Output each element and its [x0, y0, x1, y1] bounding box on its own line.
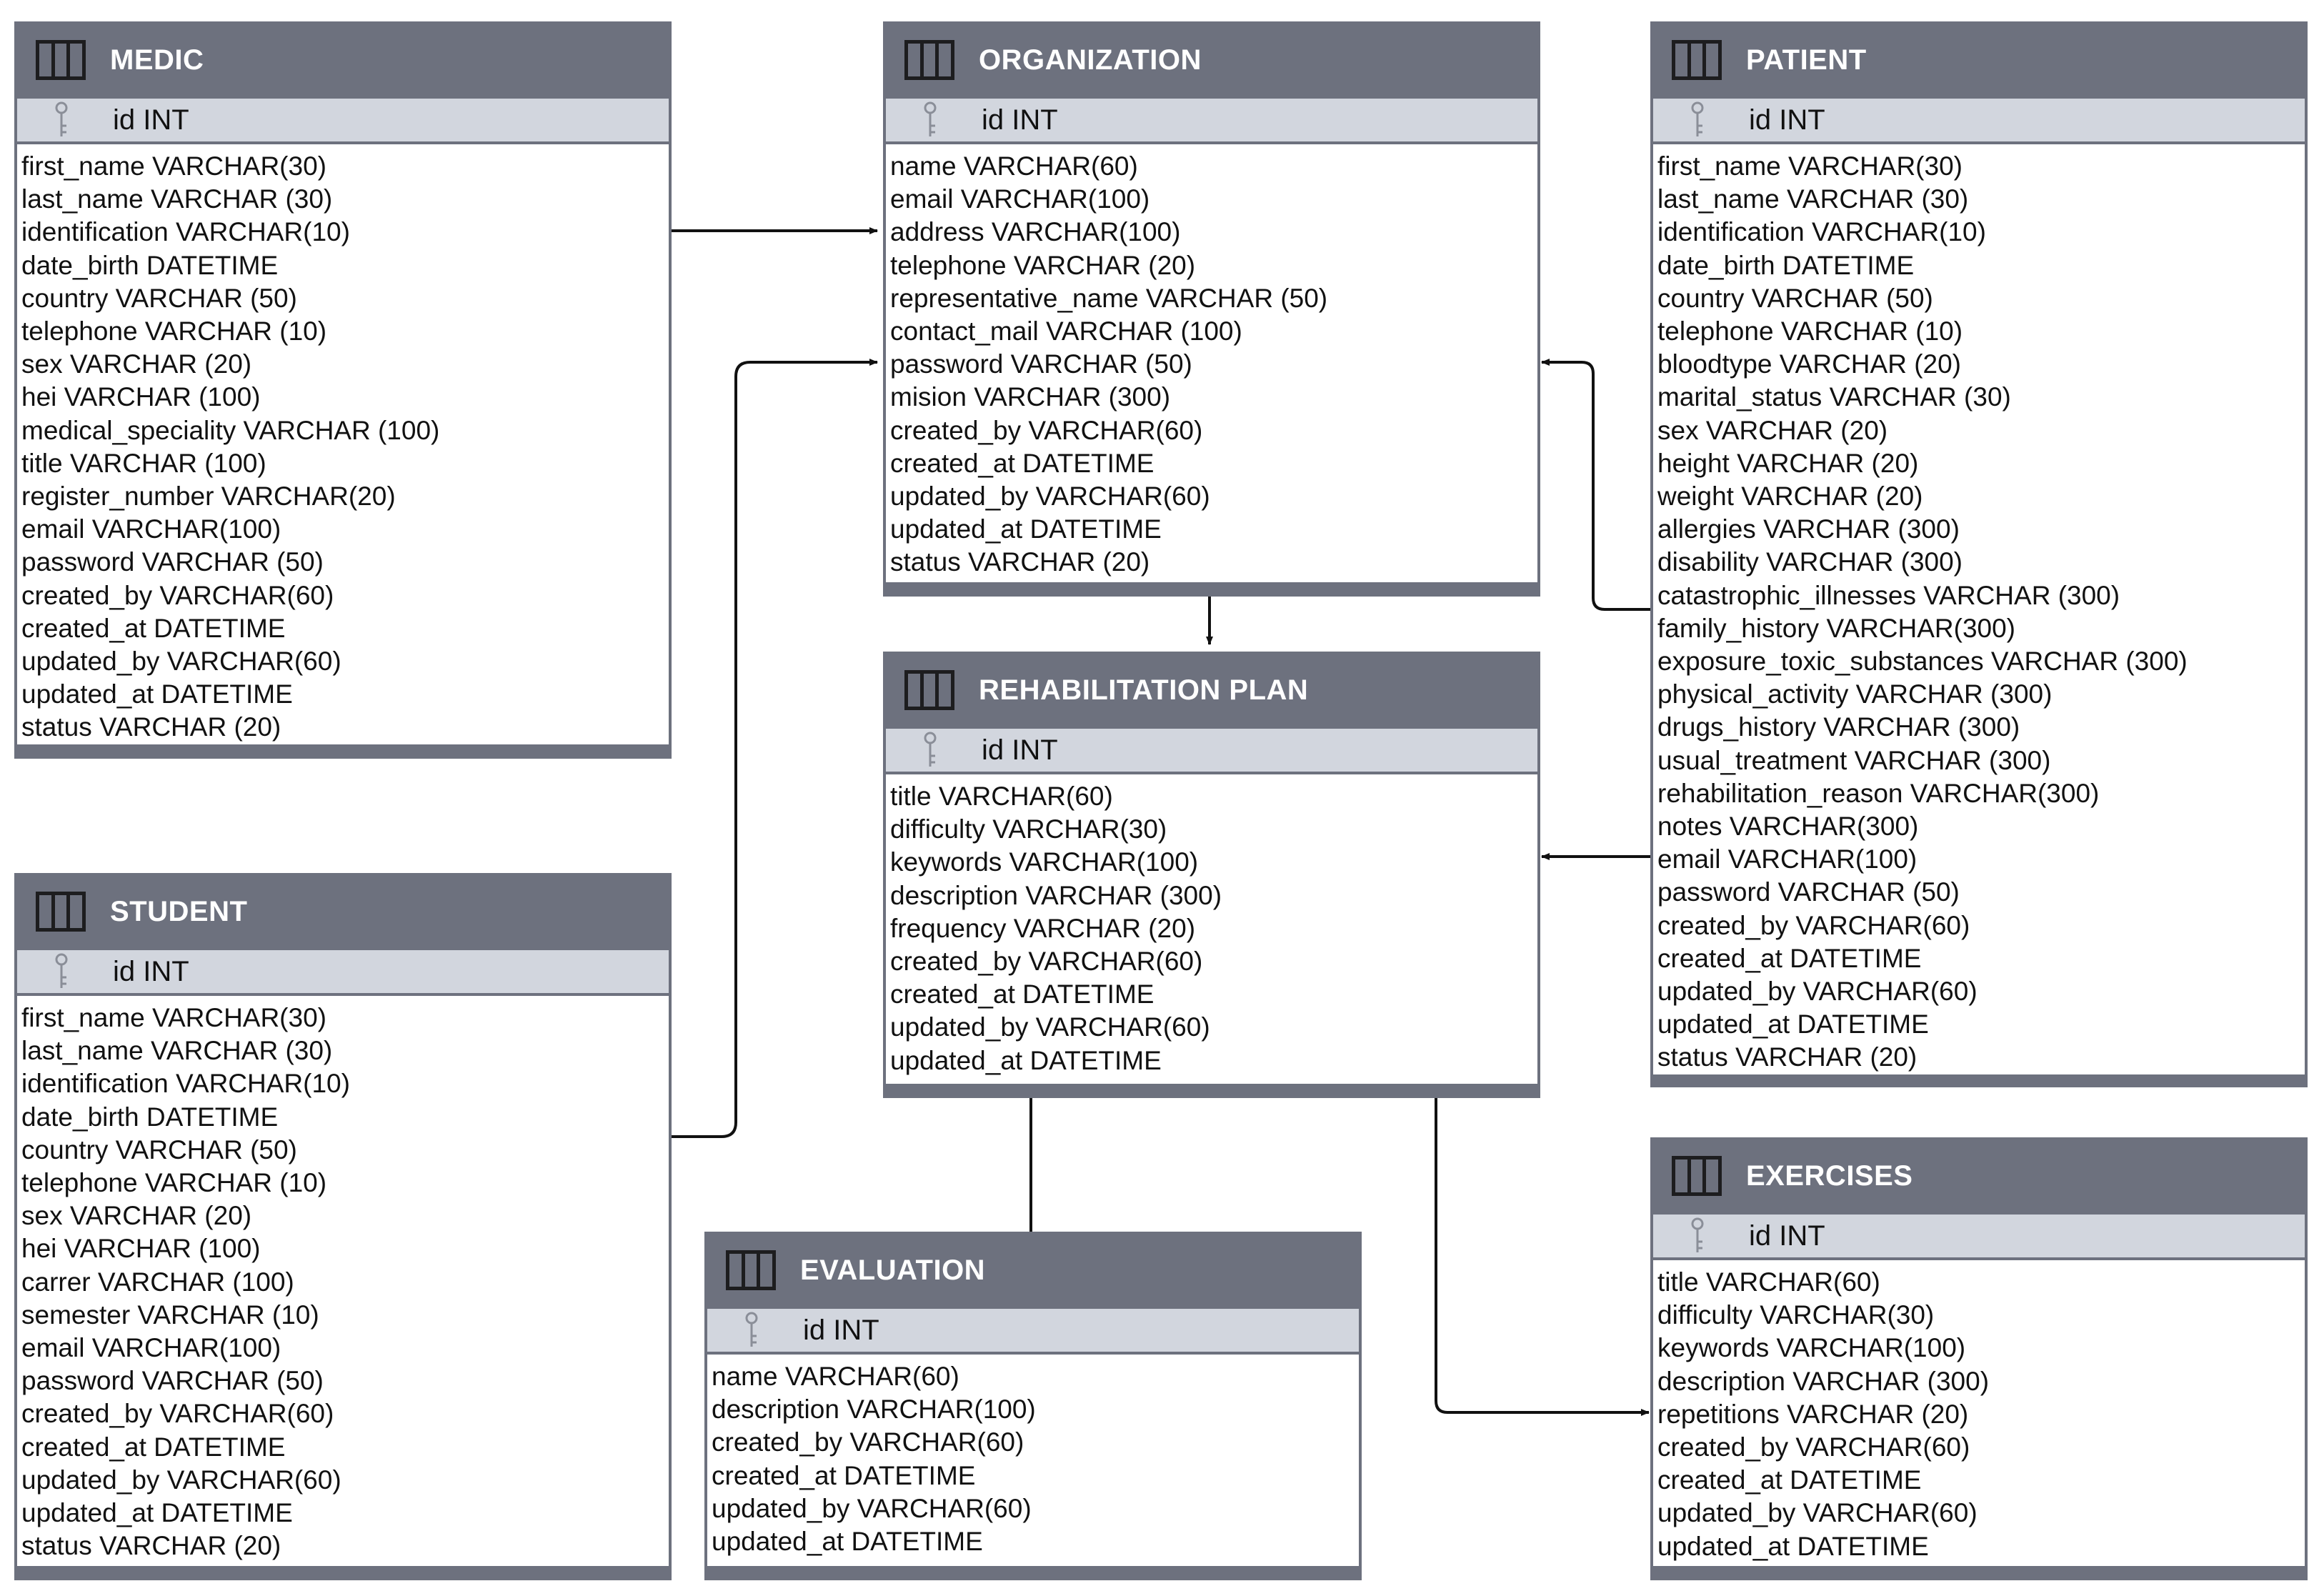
field-row: country VARCHAR (50) — [21, 283, 297, 313]
field-row: hei VARCHAR (100) — [21, 1234, 261, 1264]
field-row: bloodtype VARCHAR (20) — [1657, 349, 1961, 379]
field-row: last_name VARCHAR (30) — [21, 1036, 333, 1066]
entity-header — [707, 1235, 1359, 1306]
field-row: rehabilitation_reason VARCHAR(300) — [1657, 778, 2100, 808]
field-row: status VARCHAR (20) — [21, 1531, 281, 1561]
key-icon — [53, 953, 70, 990]
entity-student[interactable] — [14, 873, 672, 1580]
field-row: date_birth DATETIME — [1657, 250, 1915, 280]
field-row: email VARCHAR(100) — [21, 1333, 281, 1363]
key-icon — [743, 1312, 760, 1349]
entity-footer — [17, 744, 669, 756]
table-grid-icon — [904, 670, 954, 710]
field-list — [17, 144, 669, 744]
entity-title: REHABILITATION PLAN — [979, 674, 1309, 706]
field-row: updated_at DATETIME — [1657, 1009, 1929, 1039]
field-row: updated_at DATETIME — [21, 1498, 293, 1528]
field-row: carrer VARCHAR (100) — [21, 1267, 294, 1297]
primary-key-row — [17, 96, 669, 144]
field-row: created_at DATETIME — [890, 448, 1154, 478]
field-row: representative_name VARCHAR (50) — [890, 283, 1328, 313]
field-row: marital_status VARCHAR (30) — [1657, 382, 2011, 412]
field-row: updated_at DATETIME — [712, 1527, 983, 1557]
field-row: height VARCHAR (20) — [1657, 448, 1919, 478]
entity-title: ORGANIZATION — [979, 44, 1202, 76]
field-row: status VARCHAR (20) — [21, 712, 281, 742]
field-row: telephone VARCHAR (10) — [21, 1168, 327, 1198]
field-row: sex VARCHAR (20) — [21, 349, 252, 379]
primary-key-label: id INT — [1749, 1220, 1825, 1252]
primary-key-label: id INT — [982, 104, 1058, 136]
entity-header — [17, 24, 669, 96]
field-row: created_by VARCHAR(60) — [1657, 910, 1970, 940]
table-grid-icon — [36, 40, 86, 80]
field-row: description VARCHAR (300) — [1657, 1366, 1990, 1396]
field-row: name VARCHAR(60) — [890, 151, 1138, 181]
primary-key-row — [886, 726, 1537, 774]
field-row: contact_mail VARCHAR (100) — [890, 316, 1242, 346]
primary-key-row — [1653, 1212, 2305, 1260]
field-row: status VARCHAR (20) — [890, 547, 1150, 577]
field-row: repetitions VARCHAR (20) — [1657, 1399, 1969, 1429]
relationship-student-organization — [672, 362, 877, 1137]
key-icon — [1689, 101, 1706, 139]
field-row: catastrophic_illnesses VARCHAR (300) — [1657, 580, 2120, 610]
entity-title: STUDENT — [110, 895, 248, 927]
table-grid-icon — [36, 892, 86, 932]
field-list — [1653, 1260, 2305, 1566]
field-row: allergies VARCHAR (300) — [1657, 514, 1960, 544]
field-row: created_at DATETIME — [21, 1432, 286, 1462]
field-row: password VARCHAR (50) — [21, 1366, 324, 1396]
field-row: telephone VARCHAR (20) — [890, 250, 1196, 280]
field-row: created_at DATETIME — [1657, 943, 1922, 973]
field-row: description VARCHAR(100) — [712, 1395, 1036, 1425]
field-row: first_name VARCHAR(30) — [21, 1003, 326, 1032]
field-row: sex VARCHAR (20) — [21, 1201, 252, 1231]
primary-key-row — [1653, 96, 2305, 144]
primary-key-row — [17, 947, 669, 996]
field-row: mision VARCHAR (300) — [890, 382, 1171, 412]
field-list — [707, 1355, 1359, 1566]
field-row: exposure_toxic_substances VARCHAR (300) — [1657, 647, 2188, 677]
field-row: family_history VARCHAR(300) — [1657, 613, 2015, 643]
field-row: created_by VARCHAR(60) — [890, 947, 1203, 977]
field-row: disability VARCHAR (300) — [1657, 547, 1963, 577]
field-row: created_by VARCHAR(60) — [890, 415, 1203, 445]
field-row: weight VARCHAR (20) — [1657, 482, 1923, 512]
field-row: address VARCHAR(100) — [890, 217, 1181, 247]
field-row: description VARCHAR (300) — [890, 880, 1222, 910]
field-row: created_by VARCHAR(60) — [21, 580, 334, 610]
field-row: created_by VARCHAR(60) — [21, 1399, 334, 1429]
key-icon — [922, 101, 939, 139]
field-row: created_at DATETIME — [712, 1460, 976, 1490]
field-row: created_at DATETIME — [1657, 1465, 1922, 1495]
key-icon — [922, 732, 939, 769]
entity-header — [1653, 1140, 2305, 1212]
entity-footer — [1653, 1074, 2305, 1086]
field-list — [886, 144, 1537, 582]
field-row: telephone VARCHAR (10) — [21, 316, 327, 346]
field-row: drugs_history VARCHAR (300) — [1657, 712, 2020, 742]
key-icon — [1689, 1217, 1706, 1255]
field-row: updated_at DATETIME — [1657, 1531, 1929, 1561]
field-list — [17, 996, 669, 1566]
field-row: medical_speciality VARCHAR (100) — [21, 415, 440, 445]
field-row: keywords VARCHAR(100) — [1657, 1333, 1966, 1363]
primary-key-row — [886, 96, 1537, 144]
entity-footer — [17, 1566, 669, 1577]
field-row: email VARCHAR(100) — [890, 184, 1150, 214]
field-row: updated_by VARCHAR(60) — [1657, 1498, 1978, 1528]
entity-rehabilitation-plan[interactable] — [883, 652, 1540, 1098]
entity-footer — [707, 1566, 1359, 1577]
field-row: country VARCHAR (50) — [1657, 283, 1933, 313]
field-row: frequency VARCHAR (20) — [890, 913, 1196, 943]
field-row: last_name VARCHAR (30) — [21, 184, 333, 214]
primary-key-label: id INT — [113, 955, 189, 987]
field-row: telephone VARCHAR (10) — [1657, 316, 1963, 346]
entity-header — [17, 876, 669, 947]
field-row: password VARCHAR (50) — [21, 547, 324, 577]
field-row: created_at DATETIME — [21, 613, 286, 643]
field-row: identification VARCHAR(10) — [21, 217, 350, 247]
field-row: email VARCHAR(100) — [1657, 844, 1917, 874]
field-row: notes VARCHAR(300) — [1657, 812, 1919, 842]
field-list — [1653, 144, 2305, 1074]
table-grid-icon — [726, 1250, 776, 1290]
entity-organization[interactable] — [883, 21, 1540, 597]
entity-footer — [886, 582, 1537, 594]
entity-title: EVALUATION — [800, 1254, 986, 1286]
field-row: title VARCHAR (100) — [21, 448, 266, 478]
primary-key-label: id INT — [113, 104, 189, 136]
primary-key-row — [707, 1306, 1359, 1355]
field-row: email VARCHAR(100) — [21, 514, 281, 544]
relationship-patient-organization — [1542, 362, 1650, 609]
entity-header — [886, 654, 1537, 726]
entity-title: PATIENT — [1746, 44, 1867, 76]
field-row: register_number VARCHAR(20) — [21, 482, 396, 512]
field-row: first_name VARCHAR(30) — [21, 151, 326, 181]
field-list — [886, 774, 1537, 1084]
field-row: updated_at DATETIME — [890, 1045, 1162, 1075]
entity-exercises[interactable] — [1650, 1137, 2308, 1580]
primary-key-label: id INT — [1749, 104, 1825, 136]
entity-footer — [1653, 1566, 2305, 1577]
field-row: identification VARCHAR(10) — [21, 1069, 350, 1099]
field-row: status VARCHAR (20) — [1657, 1042, 1917, 1072]
field-row: title VARCHAR(60) — [890, 782, 1113, 811]
field-row: difficulty VARCHAR(30) — [1657, 1300, 1935, 1330]
field-row: created_by VARCHAR(60) — [1657, 1432, 1970, 1462]
field-row: first_name VARCHAR(30) — [1657, 151, 1963, 181]
table-grid-icon — [1672, 40, 1722, 80]
entity-footer — [886, 1084, 1537, 1095]
field-row: updated_at DATETIME — [21, 679, 293, 709]
table-grid-icon — [1672, 1156, 1722, 1196]
field-row: updated_by VARCHAR(60) — [21, 647, 341, 677]
field-row: name VARCHAR(60) — [712, 1362, 959, 1391]
entity-medic[interactable] — [14, 21, 672, 759]
relationship-rehabilitation-plan-exercises — [1436, 1083, 1649, 1412]
field-row: hei VARCHAR (100) — [21, 382, 261, 412]
entity-patient[interactable] — [1650, 21, 2308, 1087]
field-row: physical_activity VARCHAR (300) — [1657, 679, 2053, 709]
table-grid-icon — [904, 40, 954, 80]
field-row: password VARCHAR (50) — [1657, 877, 1960, 907]
field-row: identification VARCHAR(10) — [1657, 217, 1986, 247]
field-row: semester VARCHAR (10) — [21, 1300, 319, 1330]
field-row: country VARCHAR (50) — [21, 1134, 297, 1164]
entity-header — [886, 24, 1537, 96]
field-row: sex VARCHAR (20) — [1657, 415, 1888, 445]
field-row: usual_treatment VARCHAR (300) — [1657, 745, 2051, 775]
field-row: updated_at DATETIME — [890, 514, 1162, 544]
field-row: last_name VARCHAR (30) — [1657, 184, 1969, 214]
field-row: created_at DATETIME — [890, 979, 1154, 1009]
entity-title: EXERCISES — [1746, 1159, 1913, 1192]
field-row: updated_by VARCHAR(60) — [21, 1465, 341, 1495]
field-row: updated_by VARCHAR(60) — [712, 1493, 1032, 1523]
entity-header — [1653, 24, 2305, 96]
key-icon — [53, 101, 70, 139]
field-row: updated_by VARCHAR(60) — [1657, 977, 1978, 1007]
entity-evaluation[interactable] — [704, 1232, 1362, 1580]
field-row: password VARCHAR (50) — [890, 349, 1192, 379]
field-row: updated_by VARCHAR(60) — [890, 1012, 1210, 1042]
field-row: created_by VARCHAR(60) — [712, 1427, 1024, 1457]
field-row: updated_by VARCHAR(60) — [890, 482, 1210, 512]
entity-title: MEDIC — [110, 44, 204, 76]
primary-key-label: id INT — [982, 734, 1058, 766]
field-row: difficulty VARCHAR(30) — [890, 814, 1167, 844]
field-row: date_birth DATETIME — [21, 250, 279, 280]
field-row: title VARCHAR(60) — [1657, 1267, 1880, 1297]
field-row: date_birth DATETIME — [21, 1102, 279, 1132]
primary-key-label: id INT — [803, 1314, 879, 1346]
field-row: keywords VARCHAR(100) — [890, 847, 1199, 877]
